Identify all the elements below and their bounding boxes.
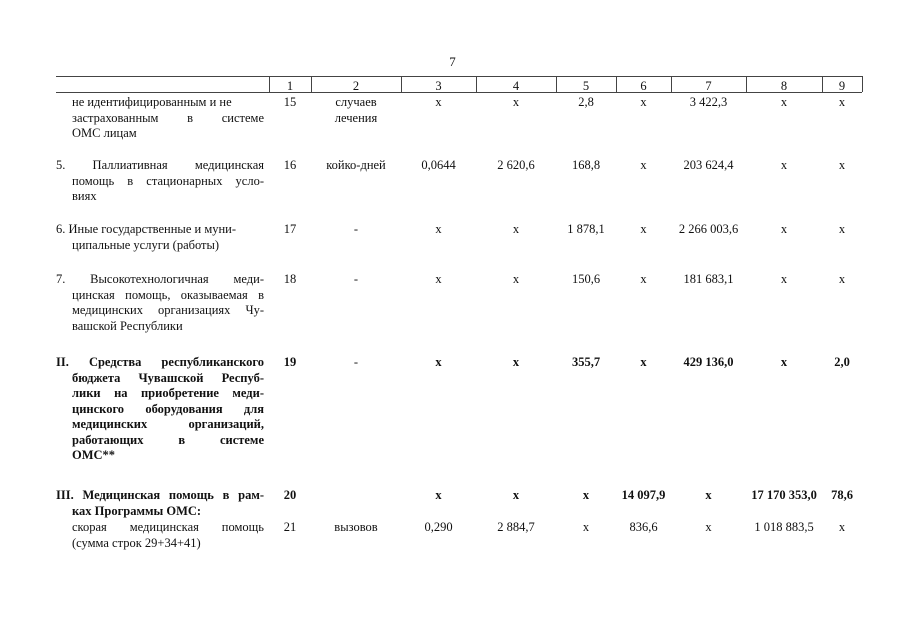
cell-col4: х: [512, 355, 520, 369]
column-header-6: 6: [640, 79, 647, 93]
cell-col3: х: [435, 355, 442, 369]
row-description: [56, 158, 264, 205]
cell-col6: 836,6: [629, 520, 658, 534]
description-line: цинская помощь, оказываемая в: [72, 287, 264, 302]
cell-col3: х: [435, 222, 442, 236]
cell-col9: х: [838, 520, 846, 534]
cell-col6: х: [640, 222, 647, 236]
description-line: скорая медицинская помощь: [72, 520, 264, 534]
cell-col6: 14 097,9: [621, 488, 666, 502]
row-description: [56, 272, 264, 334]
cell-col5: х: [582, 520, 590, 534]
cell-col8: х: [780, 95, 788, 109]
cell-col4: х: [512, 95, 520, 109]
cell-col5: 168,8: [571, 158, 601, 172]
column-header-9: 9: [838, 79, 846, 93]
cell-col7: х: [705, 488, 712, 502]
row-description: [56, 222, 264, 253]
column-header-2: 2: [352, 79, 360, 93]
cell-unit: -: [353, 355, 359, 369]
description-line: ОМС лицам: [72, 126, 137, 140]
cell-col4: 2 620,6: [497, 158, 535, 172]
page-number: 7: [449, 54, 456, 69]
header-divider: [862, 76, 863, 92]
description-line: помощь в стационарных усло-: [72, 173, 264, 188]
description-line: цинского оборудования для: [72, 401, 264, 416]
unit-text: случаев лечения: [334, 95, 378, 125]
cell-col7: 203 624,4: [683, 158, 734, 172]
cell-row-number: 21: [283, 520, 297, 534]
cell-col4: 2 884,7: [497, 520, 535, 534]
description-line: медицинских организациях Чу-: [72, 303, 264, 317]
cell-col8: 17 170 353,0: [751, 488, 817, 502]
column-header-7: 7: [705, 79, 712, 93]
cell-row-number: 16: [283, 158, 297, 172]
cell-unit: -: [353, 272, 359, 286]
cell-row-number: 20: [283, 488, 297, 502]
cell-col3: х: [435, 95, 442, 109]
row-description: [56, 95, 264, 142]
cell-row-number: 15: [283, 95, 297, 109]
description-line: II. Средства республиканского: [56, 355, 264, 369]
cell-unit: койко-дней: [326, 158, 386, 172]
cell-col6: х: [640, 272, 647, 286]
cell-col4: х: [512, 222, 520, 236]
description-line: виях: [72, 189, 97, 203]
description-line: медицинских организаций,: [72, 417, 264, 431]
cell-unit: вызовов: [334, 520, 378, 534]
description-line: застрахованным в системе: [72, 110, 264, 125]
cell-col3: 0,290: [424, 520, 453, 534]
cell-col5: 2,8: [578, 95, 594, 109]
cell-row-number: 19: [283, 355, 297, 369]
cell-col3: х: [435, 488, 442, 502]
cell-col8: х: [780, 355, 788, 369]
cell-col7: 2 266 003,6: [678, 222, 739, 236]
cell-unit: [311, 95, 401, 126]
cell-row-number: 18: [283, 272, 297, 286]
row-description: [56, 355, 264, 464]
row-description: [56, 488, 264, 519]
cell-col7: 429 136,0: [683, 355, 734, 369]
description-line: ципальные услуги (работы): [72, 237, 220, 252]
cell-col5: 150,6: [571, 272, 601, 286]
cell-col5: 355,7: [571, 355, 601, 369]
cell-col8: х: [780, 222, 788, 236]
cell-col9: 78,6: [831, 488, 853, 502]
column-header-3: 3: [435, 79, 442, 93]
cell-col6: х: [640, 95, 647, 109]
column-header-8: 8: [780, 79, 788, 93]
description-line: ОМС**: [72, 448, 116, 462]
description-line: работающих в системе: [72, 432, 264, 447]
cell-col3: 0,0644: [421, 158, 456, 172]
cell-col8: 1 018 883,5: [754, 520, 814, 534]
description-line: 5. Паллиативная медицинская: [56, 158, 264, 172]
column-header-1: 1: [286, 79, 294, 93]
cell-col7: х: [705, 520, 712, 534]
cell-col6: х: [640, 158, 647, 172]
description-line: III. Медицинская помощь в рам-: [56, 488, 264, 502]
cell-col7: 181 683,1: [683, 272, 734, 286]
cell-col5: 1 878,1: [567, 222, 605, 236]
description-line: не идентифицированным и не: [72, 95, 232, 109]
column-header-5: 5: [582, 79, 590, 93]
cell-col8: х: [780, 158, 788, 172]
cell-col3: х: [435, 272, 442, 286]
description-line: 7. Высокотехнологичная меди-: [56, 272, 264, 286]
cell-col4: х: [512, 488, 520, 502]
description-line: бюджета Чувашской Респуб-: [72, 370, 264, 385]
column-header-4: 4: [512, 79, 520, 93]
description-line: вашской Республики: [72, 318, 183, 333]
cell-col8: х: [780, 272, 788, 286]
cell-col5: х: [582, 488, 590, 502]
description-line: ках Программы ОМС:: [72, 503, 202, 518]
cell-col9: х: [838, 272, 846, 286]
cell-col9: х: [838, 95, 846, 109]
cell-unit: -: [353, 222, 359, 236]
description-line: (сумма строк 29+34+41): [72, 535, 201, 550]
description-line: 6. Иные государственные и муни-: [56, 222, 237, 236]
header-top-line: [56, 76, 862, 77]
cell-col7: 3 422,3: [689, 95, 728, 109]
cell-col9: х: [838, 222, 846, 236]
row-description: [56, 520, 264, 551]
cell-row-number: 17: [283, 222, 297, 236]
cell-col9: х: [838, 158, 846, 172]
description-line: лики на приобретение меди-: [72, 386, 264, 400]
cell-col9: 2,0: [834, 355, 850, 369]
cell-col6: х: [640, 355, 647, 369]
cell-col4: х: [512, 272, 520, 286]
